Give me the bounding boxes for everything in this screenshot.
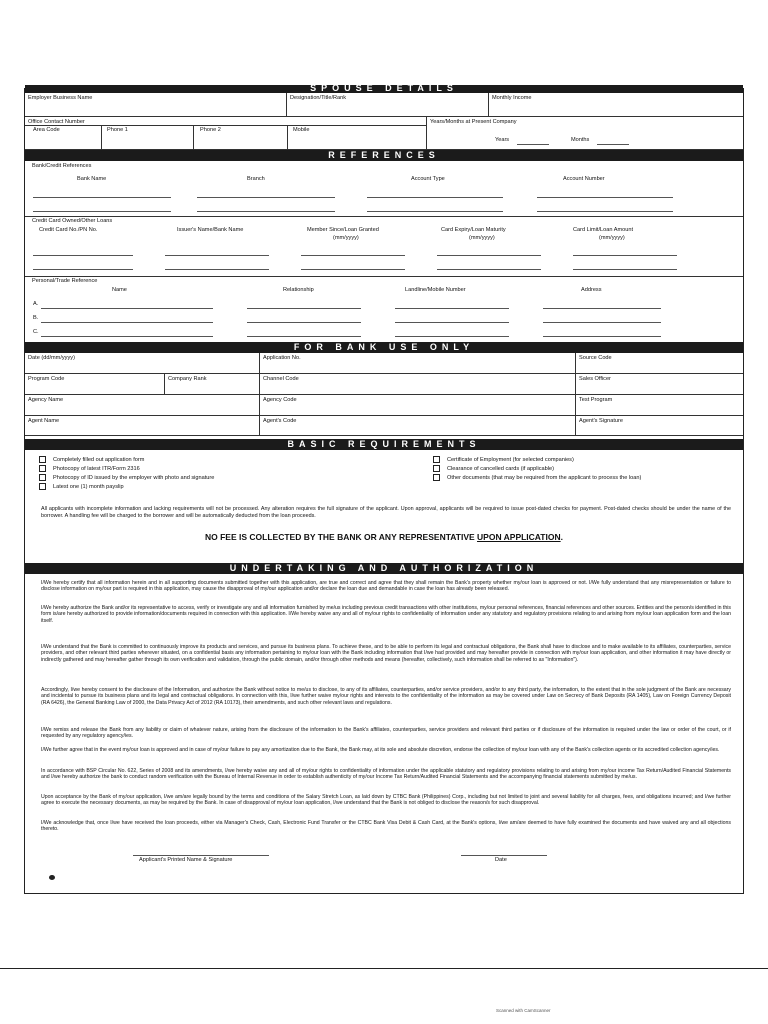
office-contact-label: Office Contact Number (28, 119, 85, 125)
undertaking-paragraph: I/We hereby authorize the Bank and/or its representative to access, verify or investigate any and all information furnished by me/us including previous credit transactions with other institutions, my/our personal references, financial references and other sources. Entities and the person/s identified in this form is/are hereby authorized to provide information/documents required in connection with this application. I/We hereby waive any and all of my/our rights to confidentiality of information under any statutory and regulatory provisions relating to and arising from my/our loan application form and the loan itself. (41, 605, 731, 624)
divider (25, 125, 427, 126)
landline-line[interactable] (395, 336, 509, 337)
designation-label: Designation/Title/Rank (290, 95, 347, 101)
name-label: Name (112, 287, 127, 293)
undertaking-paragraph: I/We hereby certify that all information herein and in all supporting documents submitted together with this application, are true and correct and agree that they shall remain the Bank's property whether my/our loan is approved or not. I/We fully understand that any misrepresentation or failure to disclose information on my/our part is required in this application, may cause the disapproval of my/our application and/or declare the loan due and demandable in case the loan has already been released. (41, 580, 731, 593)
application-no-field[interactable] (260, 353, 576, 374)
credit-card-no-line[interactable] (33, 255, 133, 256)
account-number-line[interactable] (537, 197, 673, 198)
employer-business-name-field[interactable] (25, 93, 287, 117)
card-limit-line[interactable] (573, 269, 677, 270)
card-expiry-line[interactable] (437, 255, 541, 256)
requirement-checkbox[interactable] (39, 465, 46, 472)
undertaking-paragraph: I/We further agree that in the event my/our loan is approved and in case of my/our failure to pay any amortization due to the Bank, the Bank may, at its sole and absolute discretion, endorse the collection of my/our loan with any of the Bank's collection agents or its accredited collection agency/ies. (41, 747, 720, 753)
bank-name-line[interactable] (33, 211, 171, 212)
credit-card-no-label: Credit Card No./PN No. (39, 227, 98, 233)
card-expiry-line[interactable] (437, 269, 541, 270)
landline-line[interactable] (395, 322, 509, 323)
agent-name-label: Agent Name (28, 418, 60, 424)
requirement-checkbox[interactable] (433, 456, 440, 463)
bank-name-label: Bank Name (77, 176, 107, 182)
divider (101, 125, 102, 150)
page-edge-rule (0, 968, 768, 969)
years-months-label: Years/Months at Present Company (430, 119, 517, 125)
office-contact-field (25, 117, 427, 150)
monthly-income-field[interactable] (489, 93, 743, 117)
divider (287, 125, 288, 150)
bank-credit-references-label: Bank/Credit References (32, 163, 92, 169)
member-since-line[interactable] (301, 255, 405, 256)
date-line[interactable] (461, 855, 547, 856)
channel-code-field[interactable] (260, 374, 576, 395)
address-line[interactable] (543, 336, 661, 337)
months-label: Months (571, 137, 590, 143)
address-line[interactable] (543, 322, 661, 323)
relationship-line[interactable] (247, 308, 361, 309)
agents-signature-label: Agent's Signature (579, 418, 623, 424)
row-a-label: A. (33, 301, 39, 307)
requirement-label: Other documents (that may be required from the applicant to process the loan) (447, 475, 642, 481)
spouse-details-band: SPOUSE DETAILS (25, 85, 743, 93)
undertaking-paragraph: Accordingly, I/we hereby consent to the disclosure of the Information, and authorize the Bank without notice to me/us to disclose, to any of its affiliates, counterparties, and/or service providers, and/or to any third party, the information, to the extent that in the sole judgment of the Bank are necessary and incidental to pursue its business plans and its legal and contractual obligations. In connection with this, I/we further waive my/our rights and interests to the confidentiality of the information as may be covered under Law on Secrecy of Bank Deposits (RA 1405), Law on Foreign Currency Deposit (RA 6426), the General Banking Law of 2000, the Data Privacy Act of 2012 (RA 10173), their amendments, and such other relevant laws and regulations. (41, 687, 731, 706)
scanner-watermark: Scanned with CamScanner (496, 1008, 551, 1013)
phone1-label: Phone 1 (107, 127, 128, 133)
requirements-note: All applicants with incomplete information and lacking requirements will not be processed. Any alteration requires the full signature of the applicant. Upon approval, applicants will be required to issue post-dated checks for payment. Post-dated checks should be under the name of the borrower. A handling fee will be charged to the borrower and will be automatically deducted from the loan proceeds. (41, 506, 731, 519)
row-c-label: C. (33, 329, 39, 335)
date-label: Date (495, 857, 507, 863)
undertaking-paragraph: In accordance with BSP Circular No. 622, Series of 2008 and its amendments, I/we hereby waive any and all of my/our rights to confidentiality of information under the applicable statutory and regulatory provisions relating to and arising from my/our income Tax Return/Audited Financial Statements and I/we hereby authorize the bank to conduct random verification with the Bureau of Internal Revenue in order to establish authenticity of my/our Income Tax Return/Audited Financial Statements and the accompanying financial statements submitted by me/us. (41, 768, 731, 781)
reference-name-line[interactable] (41, 308, 213, 309)
requirement-checkbox[interactable] (39, 474, 46, 481)
card-expiry-format: (mm/yyyy) (469, 235, 495, 241)
bank-name-line[interactable] (33, 197, 171, 198)
undertaking-paragraph: I/We remiss and release the Bank from any liability or claim of whatever nature, arising from the disclosure of the information to the Bank's affiliates, counterparties, service providers and relevant third parties or if disclosure of the information is required under the law or order of the court, or if requested by any regulatory agency/ies. (41, 727, 731, 740)
card-limit-line[interactable] (573, 255, 677, 256)
agent-name-field[interactable] (25, 416, 260, 436)
no-fee-emphasis: UPON APPLICATION (477, 532, 561, 542)
requirement-label: Clearance of cancelled cards (if applicable) (447, 466, 554, 472)
credit-card-no-line[interactable] (33, 269, 133, 270)
address-label: Address (581, 287, 602, 293)
requirement-label: Completely filled out application form (53, 457, 145, 463)
divider (193, 125, 194, 150)
personal-trade-reference-label: Personal/Trade Reference (32, 278, 98, 284)
landline-line[interactable] (395, 308, 509, 309)
years-line[interactable] (517, 144, 549, 145)
program-code-label: Program Code (28, 376, 65, 382)
landline-label: Landline/Mobile Number (405, 287, 466, 293)
issuer-line[interactable] (165, 269, 269, 270)
requirement-label: Certificate of Employment (for selected companies) (447, 457, 574, 463)
relationship-label: Relationship (283, 287, 314, 293)
reference-name-line[interactable] (41, 322, 213, 323)
member-since-format: (mm/yyyy) (333, 235, 359, 241)
row-b-label: B. (33, 315, 39, 321)
bank-use-band: FOR BANK USE ONLY (25, 342, 743, 353)
member-since-line[interactable] (301, 269, 405, 270)
card-limit-format: (mm/yyyy) (599, 235, 625, 241)
company-rank-label: Company Rank (168, 376, 207, 382)
requirement-checkbox[interactable] (39, 456, 46, 463)
divider (25, 276, 743, 277)
agents-code-label: Agent's Code (263, 418, 297, 424)
card-limit-label: Card Limit/Loan Amount (573, 227, 634, 233)
relationship-line[interactable] (247, 336, 361, 337)
address-line[interactable] (543, 308, 661, 309)
agency-name-label: Agency Name (28, 397, 64, 403)
undertaking-paragraph: I/We understand that the Bank is committed to continuously improve its products and services, and pursue its business plans. To achieve these, and to be able to perform its legal and contractual obligations, the Bank shall have to disclose and to make available to its affiliates, counterparties, service providers, and other relevant third parties wherever situated, on a confidential basis any information pertaining to my/our loan with the Bank including information that I/we had provided and may hereafter provide in connection with my/our loan application, and other information it may have directly or indirectly gathered and may hereafter gather through its own verification and validation, through the public domain, and/or through other methods and means (hereafter, collectively, such information shall be referred to as "Information"). (41, 644, 731, 663)
undertaking-paragraph: Upon acceptance by the Bank of my/our application, I/we am/are legally bound by the terms and conditions of the Salary Stretch Loan, as laid down by CTBC Bank (Philippines) Corp., including but not limited to joint and several liability for all charges, fees, and obligations incurred; and I/we further agree to execute the necessary documents, as may be required by the Bank. In case of disapproval of my/our loan application, I/we understand that the Bank is not obliged to disclose the reason/s for such disapproval. (41, 794, 731, 807)
phone2-label: Phone 2 (200, 127, 221, 133)
branch-line[interactable] (197, 197, 335, 198)
agents-code-field[interactable] (260, 416, 576, 436)
divider (25, 216, 743, 217)
requirement-checkbox[interactable] (433, 465, 440, 472)
application-no-label: Application No. (263, 355, 301, 361)
agency-name-field[interactable] (25, 395, 260, 416)
no-fee-notice (25, 532, 743, 542)
company-rank-field[interactable] (165, 374, 260, 395)
credit-card-owned-label: Credit Card Owned/Other Loans (32, 218, 113, 224)
monthly-income-label: Monthly Income (492, 95, 532, 101)
agency-code-field[interactable] (260, 395, 576, 416)
date-field[interactable] (25, 353, 260, 374)
scan-speck (49, 875, 55, 880)
years-months-field[interactable] (427, 117, 743, 150)
no-fee-text: NO FEE IS COLLECTED BY THE BANK OR ANY REPRESENTATIVE (205, 532, 478, 542)
relationship-line[interactable] (247, 322, 361, 323)
signature-label: Applicant's Printed Name & Signature (139, 857, 233, 863)
test-program-label: Test Program (579, 397, 613, 403)
member-since-label: Member Since/Loan Granted (307, 227, 379, 233)
basic-requirements-band: BASIC REQUIREMENTS (25, 439, 743, 450)
undertaking-paragraph: I/We acknowledge that, once I/we have received the loan proceeds, either via Manager's Check, Cash, Electronic Fund Transfer or the CTBC Bank Visa Debit & Cash Card, at the Bank's options, I/we am/are deemed to have fully examined the documents and have waived any and all objections thereto. (41, 820, 731, 833)
requirement-label: Photocopy of latest ITR/Form 2316 (53, 466, 140, 472)
agency-code-label: Agency Code (263, 397, 297, 403)
reference-name-line[interactable] (41, 336, 213, 337)
years-label: Years (495, 137, 510, 143)
branch-label: Branch (247, 176, 265, 182)
requirement-checkbox[interactable] (39, 483, 46, 490)
requirement-label: Photocopy of ID issued by the employer with photo and signature (53, 475, 215, 481)
area-code-label: Area Code (33, 127, 60, 133)
signature-line[interactable] (133, 855, 269, 856)
channel-code-label: Channel Code (263, 376, 299, 382)
issuer-name-label: Issuer's Name/Bank Name (177, 227, 244, 233)
mobile-label: Mobile (293, 127, 310, 133)
requirement-checkbox[interactable] (433, 474, 440, 481)
program-code-field[interactable] (25, 374, 165, 395)
references-band: REFERENCES (25, 150, 743, 161)
issuer-line[interactable] (165, 255, 269, 256)
branch-line[interactable] (197, 211, 335, 212)
sales-officer-field[interactable] (576, 374, 743, 395)
undertaking-band: UNDERTAKING AND AUTHORIZATION (25, 563, 743, 574)
date-label: Date (dd/mm/yyyy) (28, 355, 75, 361)
test-program-field[interactable] (576, 395, 743, 416)
agents-signature-field[interactable] (576, 416, 743, 436)
source-code-field[interactable] (576, 353, 743, 374)
account-number-label: Account Number (563, 176, 605, 182)
source-code-label: Source Code (579, 355, 612, 361)
loan-application-form (24, 85, 744, 894)
account-number-line[interactable] (537, 211, 673, 212)
sales-officer-label: Sales Officer (579, 376, 611, 382)
requirement-label: Latest one (1) month payslip (53, 484, 124, 490)
account-type-line[interactable] (367, 197, 503, 198)
months-line[interactable] (597, 144, 629, 145)
designation-field[interactable] (287, 93, 489, 117)
card-expiry-label: Card Expiry/Loan Maturity (441, 227, 506, 233)
account-type-label: Account Type (411, 176, 445, 182)
no-fee-end: . (560, 532, 563, 542)
employer-business-name-label: Employer Business Name (28, 95, 93, 101)
account-type-line[interactable] (367, 211, 503, 212)
